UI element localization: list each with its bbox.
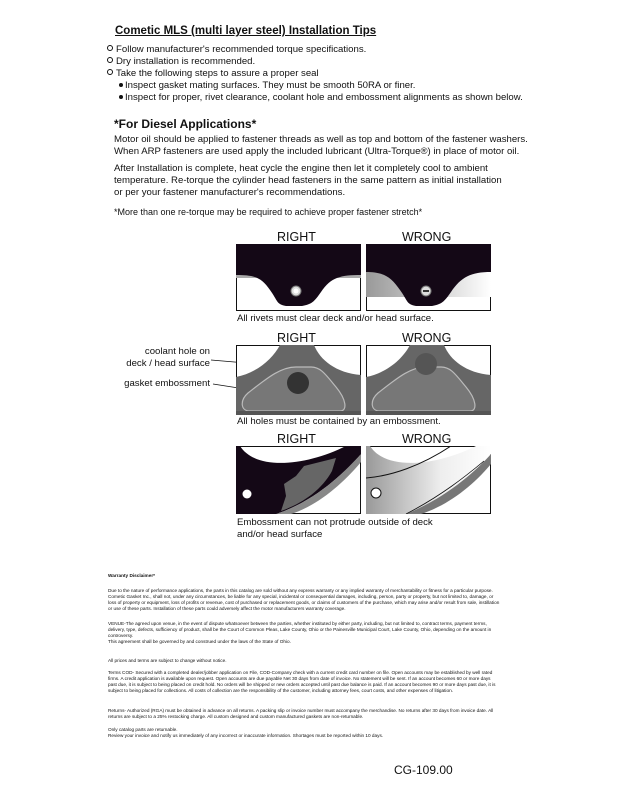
gasket-embossment-callout: gasket embossment	[124, 378, 210, 389]
right-label: RIGHT	[277, 432, 316, 446]
wrong-label: WRONG	[402, 432, 452, 446]
diesel-note: *More than one re-torque may be required to achieve proper fastener stretch*	[114, 207, 423, 217]
catalog-page-code: CG-109.00	[394, 763, 453, 777]
tip-item: Dry installation is recommended.	[107, 56, 523, 68]
circle-bullet-icon	[107, 57, 113, 63]
holes-caption: All holes must be contained by an embossment.	[237, 416, 441, 427]
rivet-wrong-diagram	[366, 244, 491, 311]
embossment-wrong-diagram	[366, 446, 491, 514]
tip-item: Take the following steps to assure a proper seal	[107, 68, 523, 80]
installation-tips-list	[107, 44, 523, 104]
warranty-paragraph: Due to the nature of performance applications, the parts in this catalog are sold without any express warranty or any implied warranty of merchantability or fitness for a particular purpose. Cometic Gasket Inc., shall not, under any circumstances, be liable for any special, incidental or consequential damages, including, person, party or property, but not limited to, damage, or loss of property or equipment, loss of profits or revenue, cost of purchased or replacement goods, or claims of customers of the purchase, which may arise and/or result from sale, instillation or use of these parts. Installation of these parts could adversely affect the motor manufacturers warranty coverage.	[108, 588, 500, 611]
rivets-caption: All rivets must clear deck and/or head surface.	[237, 313, 434, 324]
dot-bullet-icon	[119, 83, 123, 87]
tip-item: Follow manufacturer's recommended torque specifications.	[107, 44, 523, 56]
right-label: RIGHT	[277, 331, 316, 345]
dot-bullet-icon	[119, 95, 123, 99]
returns-paragraph: Returns- Authorized (RGA) must be obtained in advance on all returns. A packing slip or invoice number must accompany the merchandise. No returns after 30 days from invoice date. All returns are subject to a 25% restocking charge. All custom designed and custom manufactured gaskets are non-returnable.	[108, 708, 494, 719]
page-title: Cometic MLS (multi layer steel) Installation Tips	[115, 25, 377, 37]
circle-bullet-icon	[107, 45, 113, 51]
hole-right-diagram	[236, 345, 361, 415]
diesel-paragraph-1: Motor oil should be applied to fastener threads as well as top and bottom of the fastener washers. When ARP fasteners are used apply the included lubricant (Ultra-Torque®) in place of motor oil.	[114, 134, 528, 157]
terms-paragraph: Terms COD- Secured with a completed dealer/jobber application on File, COD-Company check with a current credit card number on file. Open accounts may be established by well rated firms. A credit application is available upon request. Open accounts are due payable Net 30 days from date of invoice. No statement will be sent. If an account becomes 60 or more days past due, it is subject to being placed on credit hold. No orders will be shipped or new orders accepted until past due balance is paid. If an account becomes 90 or more days past due, it is subject to being placed for collections. All costs of collection are the responsibility of the customer, including attorney fees, court costs, and other expenses of litigation.	[108, 670, 496, 693]
hole-embossment-diagrams	[205, 345, 495, 417]
circle-bullet-icon	[107, 69, 113, 75]
wrong-label: WRONG	[402, 230, 452, 244]
right-label: RIGHT	[277, 230, 316, 244]
prices-note: All prices and terms are subject to change without notice.	[108, 658, 227, 663]
embossment-caption: Embossment can not protrude outside of deck and/or head surface	[237, 517, 433, 540]
sub-tip-item: Inspect gasket mating surfaces. They must be smooth 50RA or finer.	[107, 80, 523, 92]
diesel-paragraph-2: After Installation is complete, heat cycle the engine then let it completely cool to ambient temperature. Re-torque the cylinder head fasteners in the same pattern as initial installation or per your fastener manufacturer's recommendations.	[114, 163, 502, 198]
hole-wrong-diagram	[366, 345, 491, 415]
warranty-heading: Warranty Disclaimer*	[108, 573, 155, 578]
sub-tip-item: Inspect for proper, rivet clearance, coolant hole and embossment alignments as shown below.	[107, 92, 523, 104]
wrong-label: WRONG	[402, 331, 452, 345]
coolant-hole-callout: coolant hole on deck / head surface	[126, 346, 210, 369]
diesel-heading: *For Diesel Applications*	[114, 117, 257, 131]
returnable-note: Only catalog parts are returnable. Review your invoice and notify us immediately of any incorrect or inaccurate information. Shortages must be reported within 10 days.	[108, 727, 384, 738]
rivet-right-diagram	[236, 244, 361, 311]
embossment-right-diagram	[236, 446, 361, 514]
venue-paragraph: VENUE-The agreed upon venue, in the event of dispute whatsoever between the parties, whether instituted by either party, including, but not limited to, contract terms, payment terms, delivery, type, defects, sufficiency of product, shall be the Court of Common Pleas, Lake County, Ohio or the Painesville Municipal Court, Lake County, Ohio, depending on the amount in controversy. This agreement shall be governed by and construed under the laws of the State of Ohio.	[108, 621, 492, 644]
